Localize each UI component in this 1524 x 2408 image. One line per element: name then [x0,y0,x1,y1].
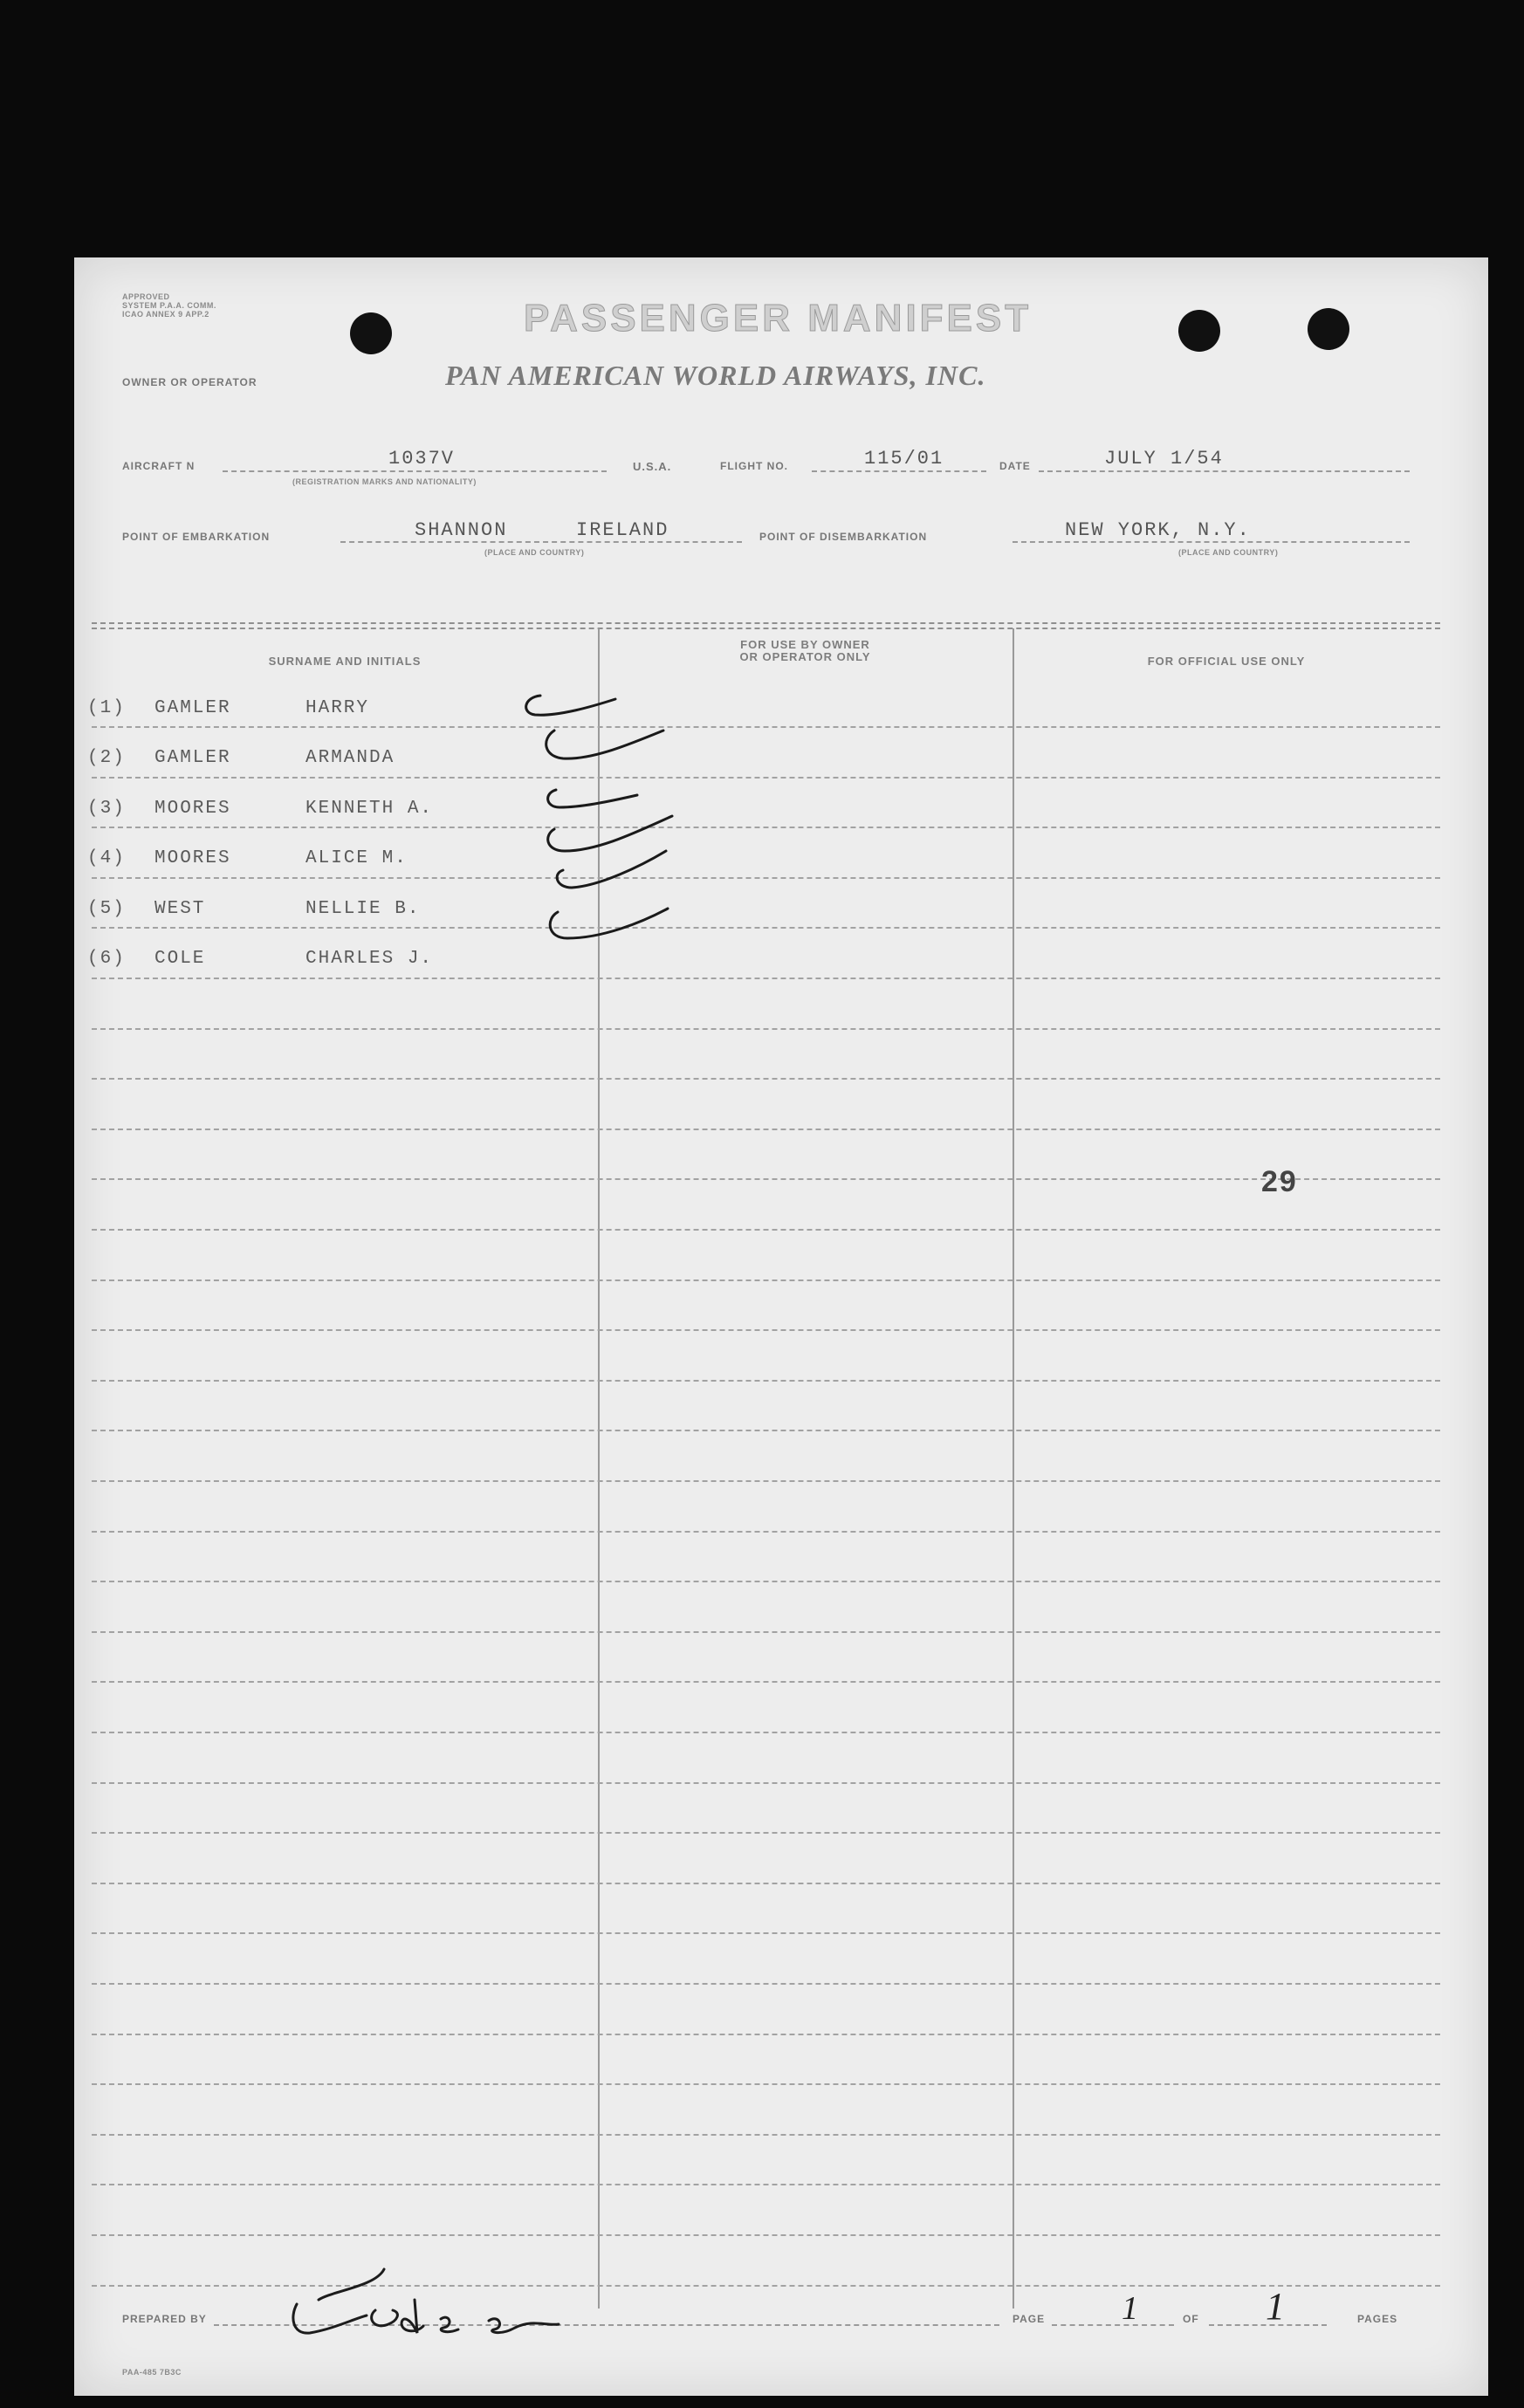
row-line [92,1480,1440,1482]
column-divider-2 [1013,628,1014,2309]
flight-underline [812,470,986,472]
row-line [92,1178,1440,1180]
passenger-2-given: ARMANDA [305,748,395,768]
row-line [92,2184,1440,2185]
row-line [92,1681,1440,1683]
approval-line-1: APPROVED [122,292,170,301]
disembark-underline [1013,541,1410,543]
passenger-3-surname: MOORES [154,799,231,819]
disembark-value: NEW YORK, N.Y. [1065,519,1251,541]
row-line [92,1832,1440,1834]
embark-country: IRELAND [576,519,669,541]
passenger-5-surname: WEST [154,899,206,919]
row-line [92,2134,1440,2136]
date-underline [1039,470,1410,472]
approval-line-3: ICAO ANNEX 9 APP.2 [122,310,209,319]
row-line [92,1329,1440,1331]
passenger-3-num: (3) [87,799,126,819]
page-label: PAGE [1013,2313,1046,2325]
passenger-1-surname: GAMLER [154,698,231,718]
passenger-4-given: ALICE M. [305,848,408,868]
check-mark-2 [546,731,663,758]
passenger-6-given: CHARLES J. [305,949,434,969]
row-line [92,1380,1440,1382]
aircraft-value: 1037V [388,448,456,470]
row-line [92,1631,1440,1633]
row-line [92,2234,1440,2236]
passenger-2-num: (2) [87,748,126,768]
passenger-3-given: KENNETH A. [305,799,434,819]
embark-caption: (PLACE AND COUNTRY) [484,548,585,557]
form-title: PASSENGER MANIFEST [524,297,1033,340]
row-line [92,1932,1440,1934]
prepared-by-label: PREPARED BY [122,2313,207,2325]
passenger-6-surname: COLE [154,949,206,969]
passenger-1-given: HARRY [305,698,370,718]
pages-label: PAGES [1357,2313,1398,2325]
usa-label: U.S.A. [633,460,672,473]
row-line [92,1129,1440,1130]
embark-underline [340,541,742,543]
owner-use-line-2: OR OPERATOR ONLY [739,650,871,663]
column-header-official: FOR OFFICIAL USE ONLY [1147,655,1306,668]
passenger-2-surname: GAMLER [154,748,231,768]
row-line [92,2083,1440,2085]
row-line [92,1430,1440,1431]
date-value: JULY 1/54 [1104,448,1224,470]
disembark-caption: (PLACE AND COUNTRY) [1178,548,1279,557]
check-mark-1 [526,696,615,715]
check-mark-6 [550,909,668,938]
check-marks [519,685,772,973]
page-underline [1052,2324,1174,2326]
approval-stamp [122,292,216,319]
registration-caption: (REGISTRATION MARKS AND NATIONALITY) [292,477,477,486]
page-number: 1 [1122,2290,1138,2327]
row-line [92,1531,1440,1533]
date-label: DATE [999,460,1031,472]
manifest-sheet [74,257,1488,2396]
row-line [92,1078,1440,1080]
check-mark-3 [548,790,637,807]
disembark-label: POINT OF DISEMBARKATION [759,531,928,543]
row-line [92,1983,1440,1985]
embark-label: POINT OF EMBARKATION [122,531,271,543]
header-rule [92,622,1440,629]
of-label: OF [1183,2313,1199,2325]
column-header-owner-use [598,639,1013,663]
passenger-4-surname: MOORES [154,848,231,868]
row-line [92,1732,1440,1733]
company-name: PAN AMERICAN WORLD AIRWAYS, INC. [445,360,986,391]
row-line [92,1229,1440,1231]
row-line [92,1581,1440,1582]
row-line [92,1028,1440,1030]
row-line [92,978,1440,979]
punch-hole-left [350,312,392,354]
margin-number: 29 [1261,1165,1298,1198]
page-total: 1 [1266,2285,1285,2328]
passenger-4-num: (4) [87,848,126,868]
passenger-6-num: (6) [87,949,126,969]
row-line [92,1782,1440,1784]
flight-label: FLIGHT NO. [720,460,788,472]
approval-line-2: SYSTEM P.A.A. COMM. [122,301,216,310]
embark-place: SHANNON [415,519,508,541]
row-line [92,1883,1440,1884]
flight-value: 115/01 [864,448,944,470]
check-mark-5 [557,851,666,888]
passenger-5-given: NELLIE B. [305,899,421,919]
row-line [92,2034,1440,2035]
owner-label: OWNER OR OPERATOR [122,376,257,388]
punch-hole-right-2 [1308,308,1349,350]
punch-hole-right-1 [1178,310,1220,352]
passenger-1-num: (1) [87,698,126,718]
owner-use-line-1: FOR USE BY OWNER [740,638,870,651]
passenger-5-num: (5) [87,899,126,919]
signature [271,2265,637,2343]
column-header-names: SURNAME AND INITIALS [268,655,422,668]
aircraft-underline [223,470,607,472]
form-code: PAA-485 7B3C [122,2368,182,2377]
row-line [92,1279,1440,1281]
check-mark-4 [548,816,672,851]
aircraft-label: AIRCRAFT N [122,460,196,472]
